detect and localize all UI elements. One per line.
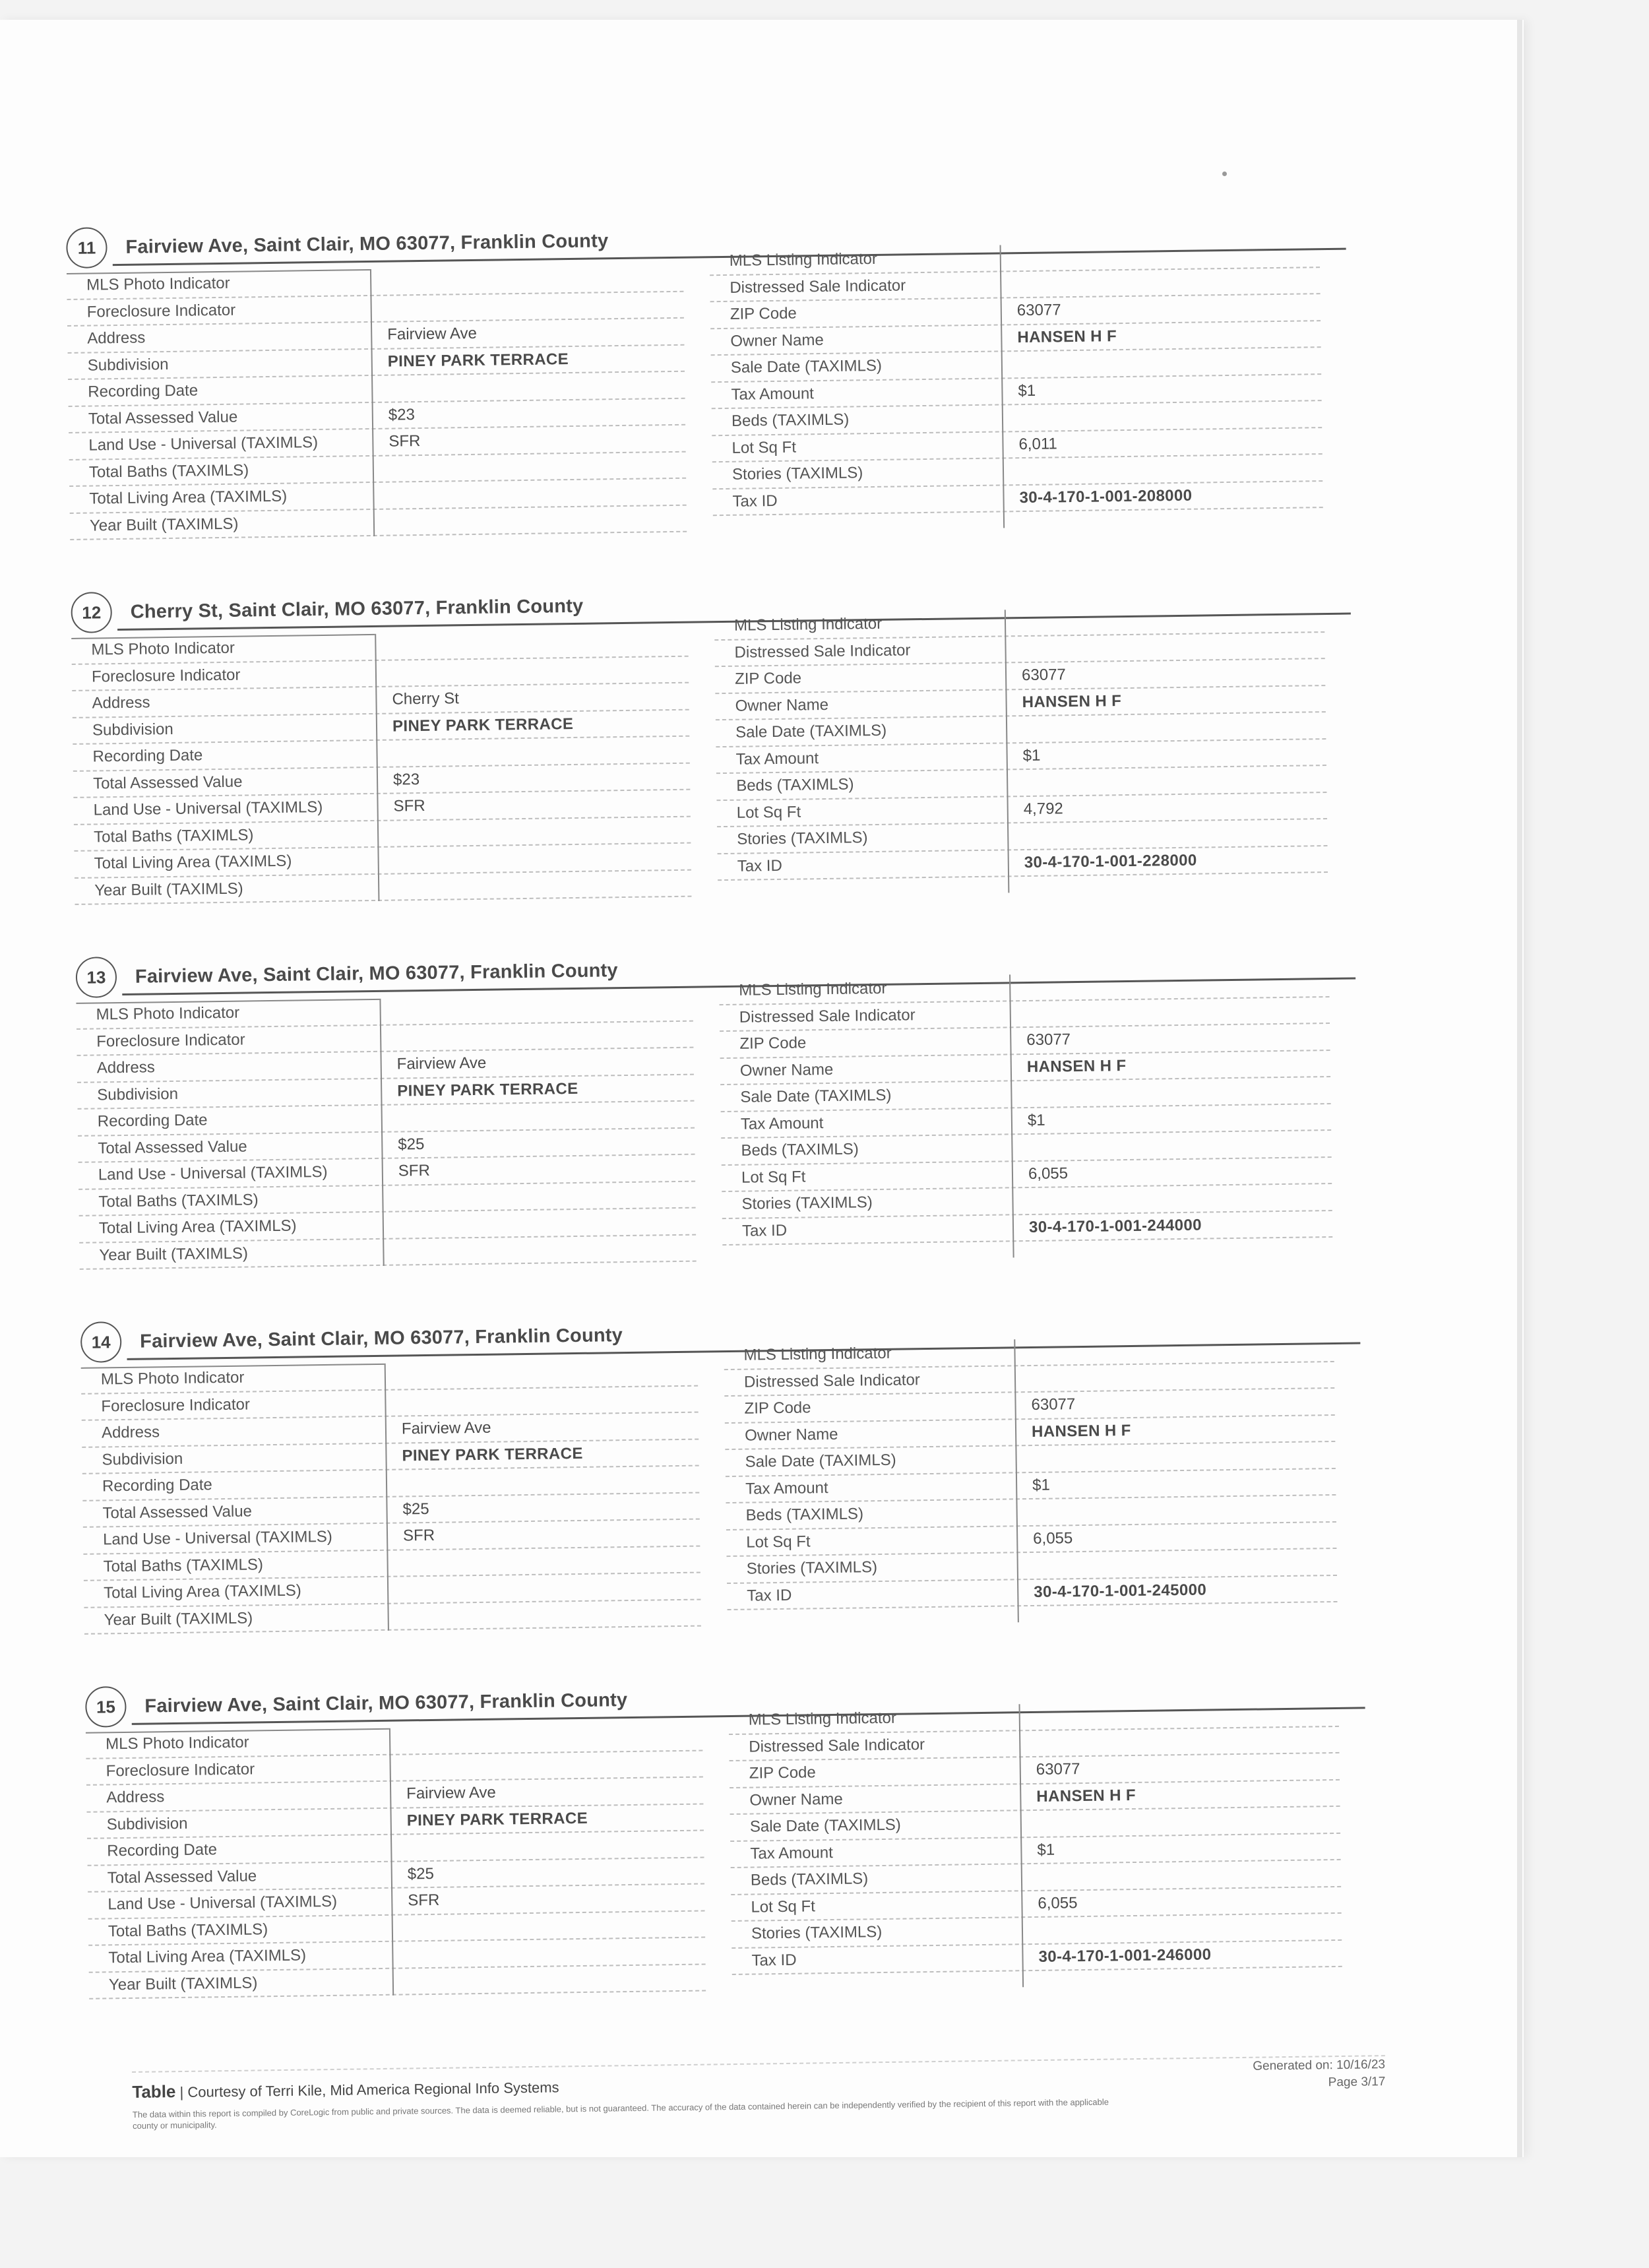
field-label: Total Living Area (TAXIMLS) bbox=[108, 1946, 307, 1967]
field-value bbox=[387, 1559, 700, 1563]
field-value: SFR bbox=[393, 797, 425, 815]
field-value bbox=[1012, 1197, 1332, 1201]
field-label: Subdivision bbox=[92, 720, 173, 740]
right-field-column bbox=[714, 606, 1328, 897]
field-value: 6,055 bbox=[1033, 1528, 1073, 1548]
section-title: Fairview Ave, Saint Clair, MO 63077, Franklin County bbox=[144, 1689, 628, 1717]
field-value: $25 bbox=[402, 1499, 429, 1519]
field-label: Year Built (TAXIMLS) bbox=[99, 1244, 249, 1265]
field-label: Lot Sq Ft bbox=[746, 1532, 811, 1552]
field-label: Tax Amount bbox=[740, 1114, 824, 1133]
field-label: Owner Name bbox=[749, 1790, 843, 1810]
field-value bbox=[385, 1399, 698, 1402]
field-label: Foreclosure Indicator bbox=[106, 1760, 255, 1780]
field-label: Total Assessed Value bbox=[92, 772, 243, 793]
field-value: 6,011 bbox=[1018, 435, 1057, 453]
field-label: Distressed Sale Indicator bbox=[730, 276, 906, 297]
field-value: 63077 bbox=[1031, 1395, 1076, 1414]
field-label: Total Living Area (TAXIMLS) bbox=[103, 1581, 301, 1602]
field-value bbox=[1001, 360, 1321, 364]
field-label: Total Baths (TAXIMLS) bbox=[88, 461, 249, 482]
field-label: Sale Date (TAXIMLS) bbox=[735, 722, 887, 742]
field-label: Tax Amount bbox=[731, 384, 815, 404]
field-label: Owner Name bbox=[739, 1060, 834, 1080]
field-value bbox=[1021, 1873, 1341, 1877]
right-field-column bbox=[719, 970, 1333, 1261]
field-label: Stories (TAXIMLS) bbox=[737, 829, 868, 849]
field-value: 6,055 bbox=[1028, 1164, 1069, 1183]
field-value: 30-4-170-1-001-244000 bbox=[1028, 1216, 1202, 1236]
left-field-column bbox=[71, 630, 691, 905]
field-value bbox=[390, 1844, 704, 1848]
field-value bbox=[1005, 645, 1325, 649]
field-label: Total Assessed Value bbox=[88, 408, 238, 428]
field-label: Recording Date bbox=[107, 1841, 218, 1860]
field-value: 63077 bbox=[1026, 1030, 1071, 1050]
field-value bbox=[383, 1247, 696, 1251]
field-value: Fairview Ave bbox=[401, 1418, 491, 1438]
field-label: Land Use - Universal (TAXIMLS) bbox=[93, 798, 323, 819]
field-label: Lot Sq Ft bbox=[751, 1897, 816, 1916]
field-value bbox=[1017, 1561, 1337, 1565]
field-value: SFR bbox=[402, 1527, 435, 1545]
section-number-badge: 15 bbox=[85, 1686, 127, 1728]
field-value bbox=[387, 1586, 700, 1590]
right-field-column bbox=[724, 1335, 1338, 1626]
field-label: Sale Date (TAXIMLS) bbox=[740, 1086, 892, 1106]
field-value: $25 bbox=[407, 1864, 434, 1883]
property-section bbox=[71, 573, 1348, 954]
section-title: Cherry St, Saint Clair, MO 63077, Franklin County bbox=[130, 595, 584, 623]
field-label: Tax ID bbox=[751, 1951, 797, 1970]
field-value: HANSEN H F bbox=[1026, 1056, 1127, 1076]
section-number-badge: 13 bbox=[76, 957, 117, 998]
field-label: Beds (TAXIMLS) bbox=[745, 1505, 864, 1525]
field-value bbox=[1016, 1508, 1336, 1512]
field-label: Foreclosure Indicator bbox=[86, 301, 236, 321]
field-value bbox=[1019, 1740, 1339, 1744]
field-value bbox=[1007, 832, 1327, 836]
footer-table-label: Table bbox=[132, 2081, 176, 2102]
field-value: $1 bbox=[1022, 746, 1041, 765]
field-label: Recording Date bbox=[88, 381, 199, 401]
field-label: Land Use - Universal (TAXIMLS) bbox=[88, 433, 319, 455]
field-label: Subdivision bbox=[106, 1814, 188, 1834]
field-value: PINEY PARK TERRACE bbox=[392, 714, 574, 736]
field-value bbox=[1003, 467, 1322, 471]
section-title: Fairview Ave, Saint Clair, MO 63077, Franklin County bbox=[139, 1324, 623, 1352]
section-number-badge: 12 bbox=[71, 592, 112, 633]
left-field-column bbox=[86, 1724, 706, 2000]
field-value bbox=[373, 464, 686, 468]
field-label: ZIP Code bbox=[739, 1034, 807, 1053]
property-section bbox=[85, 1667, 1363, 2048]
field-label: Total Baths (TAXIMLS) bbox=[93, 826, 254, 846]
field-label: MLS Listing Indicator bbox=[729, 250, 878, 270]
field-label: Beds (TAXIMLS) bbox=[736, 775, 854, 796]
left-field-column bbox=[67, 265, 687, 540]
field-label: Land Use - Universal (TAXIMLS) bbox=[108, 1893, 338, 1914]
field-value bbox=[1000, 280, 1320, 284]
field-value: PINEY PARK TERRACE bbox=[402, 1444, 583, 1465]
field-label: MLS Photo Indicator bbox=[105, 1733, 249, 1753]
field-value: SFR bbox=[398, 1162, 431, 1180]
property-section bbox=[75, 937, 1353, 1319]
field-value bbox=[370, 278, 683, 282]
field-label: Recording Date bbox=[92, 746, 203, 766]
field-label: Lot Sq Ft bbox=[736, 803, 801, 822]
field-value bbox=[1005, 618, 1324, 622]
field-label: Total Living Area (TAXIMLS) bbox=[89, 487, 288, 508]
field-value bbox=[1011, 1143, 1331, 1147]
left-field-column bbox=[81, 1360, 701, 1635]
field-label: Land Use - Universal (TAXIMLS) bbox=[102, 1528, 332, 1549]
field-label: MLS Photo Indicator bbox=[96, 1003, 240, 1024]
field-value: 4,792 bbox=[1023, 800, 1063, 818]
field-value bbox=[392, 1924, 705, 1928]
field-value: $1 bbox=[1037, 1841, 1055, 1859]
field-label: MLS Listing Indicator bbox=[743, 1344, 892, 1364]
field-value bbox=[371, 304, 684, 308]
field-value: 30-4-170-1-001-246000 bbox=[1038, 1945, 1212, 1966]
field-label: Sale Date (TAXIMLS) bbox=[730, 357, 883, 377]
field-label: Tax ID bbox=[741, 1221, 788, 1240]
field-value bbox=[392, 1977, 706, 1981]
field-value bbox=[383, 1221, 696, 1225]
field-label: Total Assessed Value bbox=[102, 1502, 253, 1523]
field-value: $1 bbox=[1027, 1111, 1045, 1129]
field-label: Tax ID bbox=[732, 491, 778, 511]
field-value: HANSEN H F bbox=[1022, 691, 1122, 711]
field-label: Land Use - Universal (TAXIMLS) bbox=[98, 1163, 328, 1184]
field-value bbox=[378, 883, 691, 887]
footer-courtesy: Courtesy of Terri Kile, Mid America Regional Info Systems bbox=[187, 2079, 559, 2100]
field-label: Tax Amount bbox=[745, 1478, 828, 1498]
property-section bbox=[80, 1302, 1358, 1684]
field-value: HANSEN H F bbox=[1036, 1786, 1136, 1806]
field-value bbox=[1022, 1926, 1342, 1930]
field-label: Tax Amount bbox=[750, 1843, 833, 1863]
field-value: Fairview Ave bbox=[396, 1054, 487, 1073]
field-value: 63077 bbox=[1036, 1760, 1080, 1779]
section-number-badge: 14 bbox=[80, 1321, 122, 1363]
field-value bbox=[1019, 1713, 1339, 1717]
field-label: Total Living Area (TAXIMLS) bbox=[98, 1216, 297, 1238]
field-value bbox=[1002, 414, 1322, 418]
field-value bbox=[380, 1007, 693, 1011]
field-value bbox=[1014, 1348, 1334, 1352]
field-label: Subdivision bbox=[102, 1449, 183, 1469]
field-label: ZIP Code bbox=[744, 1399, 811, 1418]
field-value bbox=[378, 856, 691, 860]
field-value bbox=[389, 1737, 702, 1741]
field-value: 30-4-170-1-001-228000 bbox=[1024, 851, 1197, 871]
field-label: Owner Name bbox=[744, 1425, 838, 1445]
field-label: Address bbox=[92, 693, 150, 712]
field-value: 30-4-170-1-001-208000 bbox=[1019, 486, 1193, 507]
field-label: Beds (TAXIMLS) bbox=[750, 1870, 869, 1889]
field-value: $23 bbox=[392, 770, 420, 789]
field-label: Address bbox=[87, 329, 146, 348]
field-value: 6,055 bbox=[1038, 1893, 1078, 1912]
field-label: Distressed Sale Indicator bbox=[739, 1005, 916, 1026]
field-label: Recording Date bbox=[102, 1476, 212, 1496]
footer-generated bbox=[1253, 2056, 1385, 2093]
field-label: Year Built (TAXIMLS) bbox=[94, 879, 243, 900]
field-value bbox=[388, 1612, 701, 1616]
field-label: ZIP Code bbox=[749, 1763, 816, 1782]
field-value bbox=[1007, 778, 1326, 782]
field-label: MLS Photo Indicator bbox=[100, 1368, 245, 1389]
field-value bbox=[392, 1951, 705, 1955]
field-value bbox=[1014, 1375, 1334, 1379]
field-label: Tax ID bbox=[747, 1586, 792, 1605]
field-value bbox=[1010, 1010, 1330, 1014]
field-value bbox=[1000, 253, 1320, 257]
field-value: 63077 bbox=[1021, 666, 1066, 685]
field-label: Sale Date (TAXIMLS) bbox=[745, 1451, 896, 1471]
field-label: Distressed Sale Indicator bbox=[749, 1735, 925, 1756]
field-label: Total Assessed Value bbox=[98, 1137, 247, 1158]
field-value: Fairview Ave bbox=[387, 325, 478, 344]
field-label: Stories (TAXIMLS) bbox=[741, 1193, 873, 1213]
field-value bbox=[377, 829, 691, 833]
field-value bbox=[373, 491, 686, 495]
field-label: Address bbox=[101, 1423, 160, 1442]
footer-source: Table | Courtesy of Terri Kile, Mid America Regional Info Systems bbox=[132, 2079, 559, 2102]
field-label: Address bbox=[96, 1058, 155, 1077]
field-value bbox=[375, 643, 688, 646]
field-label: Lot Sq Ft bbox=[741, 1168, 806, 1187]
field-label: Owner Name bbox=[730, 331, 824, 350]
field-label: Tax Amount bbox=[735, 749, 819, 769]
field-label: Address bbox=[106, 1788, 165, 1807]
field-label: Foreclosure Indicator bbox=[96, 1030, 245, 1051]
field-label: Subdivision bbox=[87, 355, 169, 375]
field-label: Distressed Sale Indicator bbox=[734, 641, 911, 662]
field-label: Year Built (TAXIMLS) bbox=[104, 1609, 253, 1629]
field-label: Sale Date (TAXIMLS) bbox=[749, 1815, 902, 1836]
field-label: Lot Sq Ft bbox=[731, 438, 797, 457]
field-label: Recording Date bbox=[97, 1111, 208, 1131]
field-label: MLS Photo Indicator bbox=[86, 274, 230, 294]
field-value bbox=[1020, 1819, 1340, 1823]
field-value bbox=[371, 385, 685, 389]
property-report bbox=[66, 208, 1363, 2048]
field-value: PINEY PARK TERRACE bbox=[397, 1079, 578, 1100]
field-label: Year Built (TAXIMLS) bbox=[108, 1974, 258, 1994]
field-value bbox=[380, 1034, 693, 1038]
field-value bbox=[390, 1763, 703, 1767]
field-value: SFR bbox=[389, 432, 421, 451]
field-value: Fairview Ave bbox=[406, 1783, 496, 1803]
section-title: Fairview Ave, Saint Clair, MO 63077, Franklin County bbox=[125, 230, 609, 258]
field-value bbox=[1016, 1455, 1336, 1459]
left-field-column bbox=[76, 995, 696, 1270]
field-label: Foreclosure Indicator bbox=[91, 666, 241, 686]
field-label: Beds (TAXIMLS) bbox=[731, 410, 850, 431]
field-value bbox=[381, 1114, 695, 1118]
field-value: HANSEN H F bbox=[1031, 1421, 1131, 1441]
field-label: Stories (TAXIMLS) bbox=[731, 464, 863, 484]
right-field-column bbox=[729, 1700, 1343, 1991]
field-label: Stories (TAXIMLS) bbox=[746, 1558, 878, 1578]
field-value: $23 bbox=[388, 405, 416, 424]
property-section bbox=[66, 208, 1344, 589]
field-value: 30-4-170-1-001-245000 bbox=[1034, 1581, 1207, 1601]
field-label: Total Living Area (TAXIMLS) bbox=[94, 852, 292, 873]
field-label: MLS Listing Indicator bbox=[739, 980, 887, 999]
field-label: MLS Listing Indicator bbox=[748, 1709, 897, 1729]
generated-date: Generated on: 10/16/23 bbox=[1253, 2058, 1386, 2073]
field-value bbox=[1006, 725, 1326, 729]
field-label: Total Baths (TAXIMLS) bbox=[98, 1191, 259, 1211]
section-number-badge: 11 bbox=[66, 227, 108, 268]
field-value: Cherry St bbox=[392, 689, 459, 709]
field-value bbox=[382, 1194, 695, 1198]
field-label: Beds (TAXIMLS) bbox=[741, 1140, 859, 1160]
section-title: Fairview Ave, Saint Clair, MO 63077, Franklin County bbox=[135, 959, 618, 988]
field-label: Tax ID bbox=[737, 856, 783, 875]
field-label: Total Baths (TAXIMLS) bbox=[108, 1920, 268, 1941]
field-label: Year Built (TAXIMLS) bbox=[89, 515, 239, 535]
page-number: Page 3/17 bbox=[1328, 2075, 1386, 2090]
field-value bbox=[377, 749, 690, 753]
field-label: MLS Photo Indicator bbox=[91, 639, 235, 659]
field-value: 63077 bbox=[1016, 301, 1061, 320]
field-label: Owner Name bbox=[735, 695, 829, 715]
footer-disclaimer: The data within this report is compiled by CoreLogic from public and private sources. The data is deemed reliable, but is not guaranteed. The accuracy of the data contained herein can be independently verified by the recipient of this report with the applicable county or municipality. bbox=[132, 2096, 1109, 2131]
field-label: Foreclosure Indicator bbox=[101, 1395, 251, 1416]
right-field-column bbox=[710, 241, 1324, 532]
field-label: Total Assessed Value bbox=[107, 1867, 257, 1887]
paper-edge bbox=[1517, 20, 1522, 2157]
field-value bbox=[1009, 983, 1329, 987]
field-value: HANSEN H F bbox=[1017, 327, 1117, 346]
field-label: Stories (TAXIMLS) bbox=[751, 1923, 883, 1943]
field-value bbox=[375, 669, 689, 673]
scan-speck bbox=[1222, 172, 1227, 176]
field-label: ZIP Code bbox=[734, 669, 802, 689]
field-value bbox=[385, 1372, 698, 1376]
field-value: $1 bbox=[1018, 381, 1036, 400]
field-value bbox=[1011, 1090, 1330, 1094]
field-label: MLS Listing Indicator bbox=[733, 615, 883, 635]
field-value bbox=[373, 518, 687, 522]
field-label: Distressed Sale Indicator bbox=[743, 1370, 921, 1391]
field-value: PINEY PARK TERRACE bbox=[387, 350, 569, 371]
field-label: ZIP Code bbox=[730, 304, 797, 324]
field-value: $1 bbox=[1032, 1476, 1051, 1494]
field-value: SFR bbox=[408, 1891, 440, 1910]
field-value: PINEY PARK TERRACE bbox=[406, 1809, 588, 1830]
field-label: Total Baths (TAXIMLS) bbox=[103, 1556, 264, 1576]
field-value bbox=[386, 1479, 699, 1483]
field-value: $25 bbox=[398, 1135, 425, 1154]
field-label: Subdivision bbox=[97, 1085, 179, 1104]
